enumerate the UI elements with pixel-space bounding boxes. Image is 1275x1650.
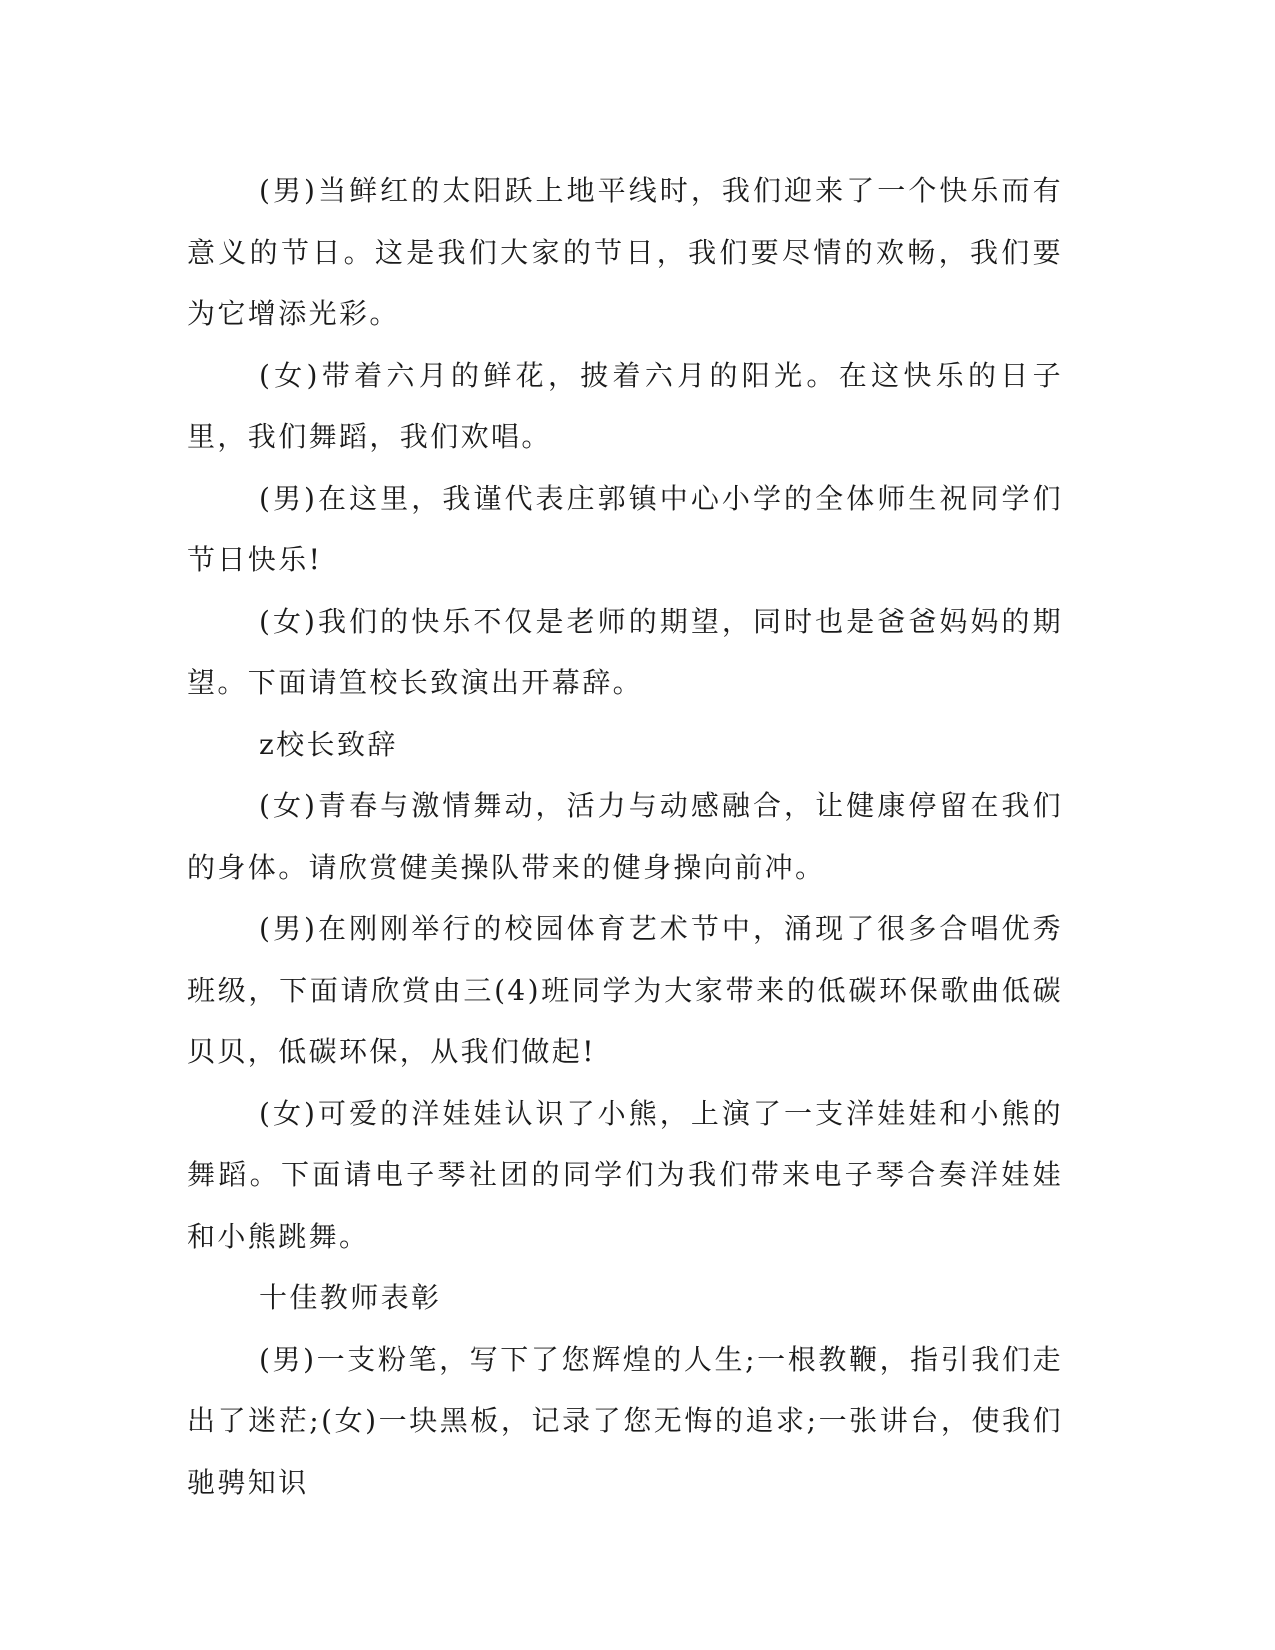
section-heading: z校长致辞 bbox=[259, 727, 398, 761]
section-heading: 十佳教师表彰 bbox=[259, 1281, 442, 1314]
paragraph: (男)一支粉笔，写下了您辉煌的人生;一根教鞭，指引我们走出了迷茫;(女)一块黑板，记录了您无悔的追求;一张讲台，使我们驰骋知识 bbox=[187, 1342, 1063, 1499]
paragraph: (男)在刚刚举行的校园体育艺术节中，涌现了很多合唱优秀班级，下面请欣赏由三(4)班同学为大家带来的低碳环保歌曲低碳贝贝，低碳环保，从我们做起! bbox=[187, 912, 1063, 1068]
paragraph: (男)当鲜红的太阳跃上地平线时，我们迎来了一个快乐而有意义的节日。这是我们大家的节日，我们要尽情的欢畅，我们要为它增添光彩。 bbox=[187, 174, 1063, 330]
document-body bbox=[187, 160, 1063, 1513]
paragraph: (女)我们的快乐不仅是老师的期望，同时也是爸爸妈妈的期望。下面请笪校长致演出开幕辞。 bbox=[187, 604, 1063, 699]
paragraph: (女)青春与激情舞动，活力与动感融合，让健康停留在我们的身体。请欣赏健美操队带来的健身操向前冲。 bbox=[187, 789, 1063, 884]
paragraph: (男)在这里，我谨代表庄郭镇中心小学的全体师生祝同学们节日快乐! bbox=[187, 481, 1063, 576]
paragraph: (女)可爱的洋娃娃认识了小熊，上演了一支洋娃娃和小熊的舞蹈。下面请电子琴社团的同学们为我们带来电子琴合奏洋娃娃和小熊跳舞。 bbox=[187, 1096, 1063, 1253]
paragraph: (女)带着六月的鲜花，披着六月的阳光。在这快乐的日子里，我们舞蹈，我们欢唱。 bbox=[187, 358, 1063, 453]
